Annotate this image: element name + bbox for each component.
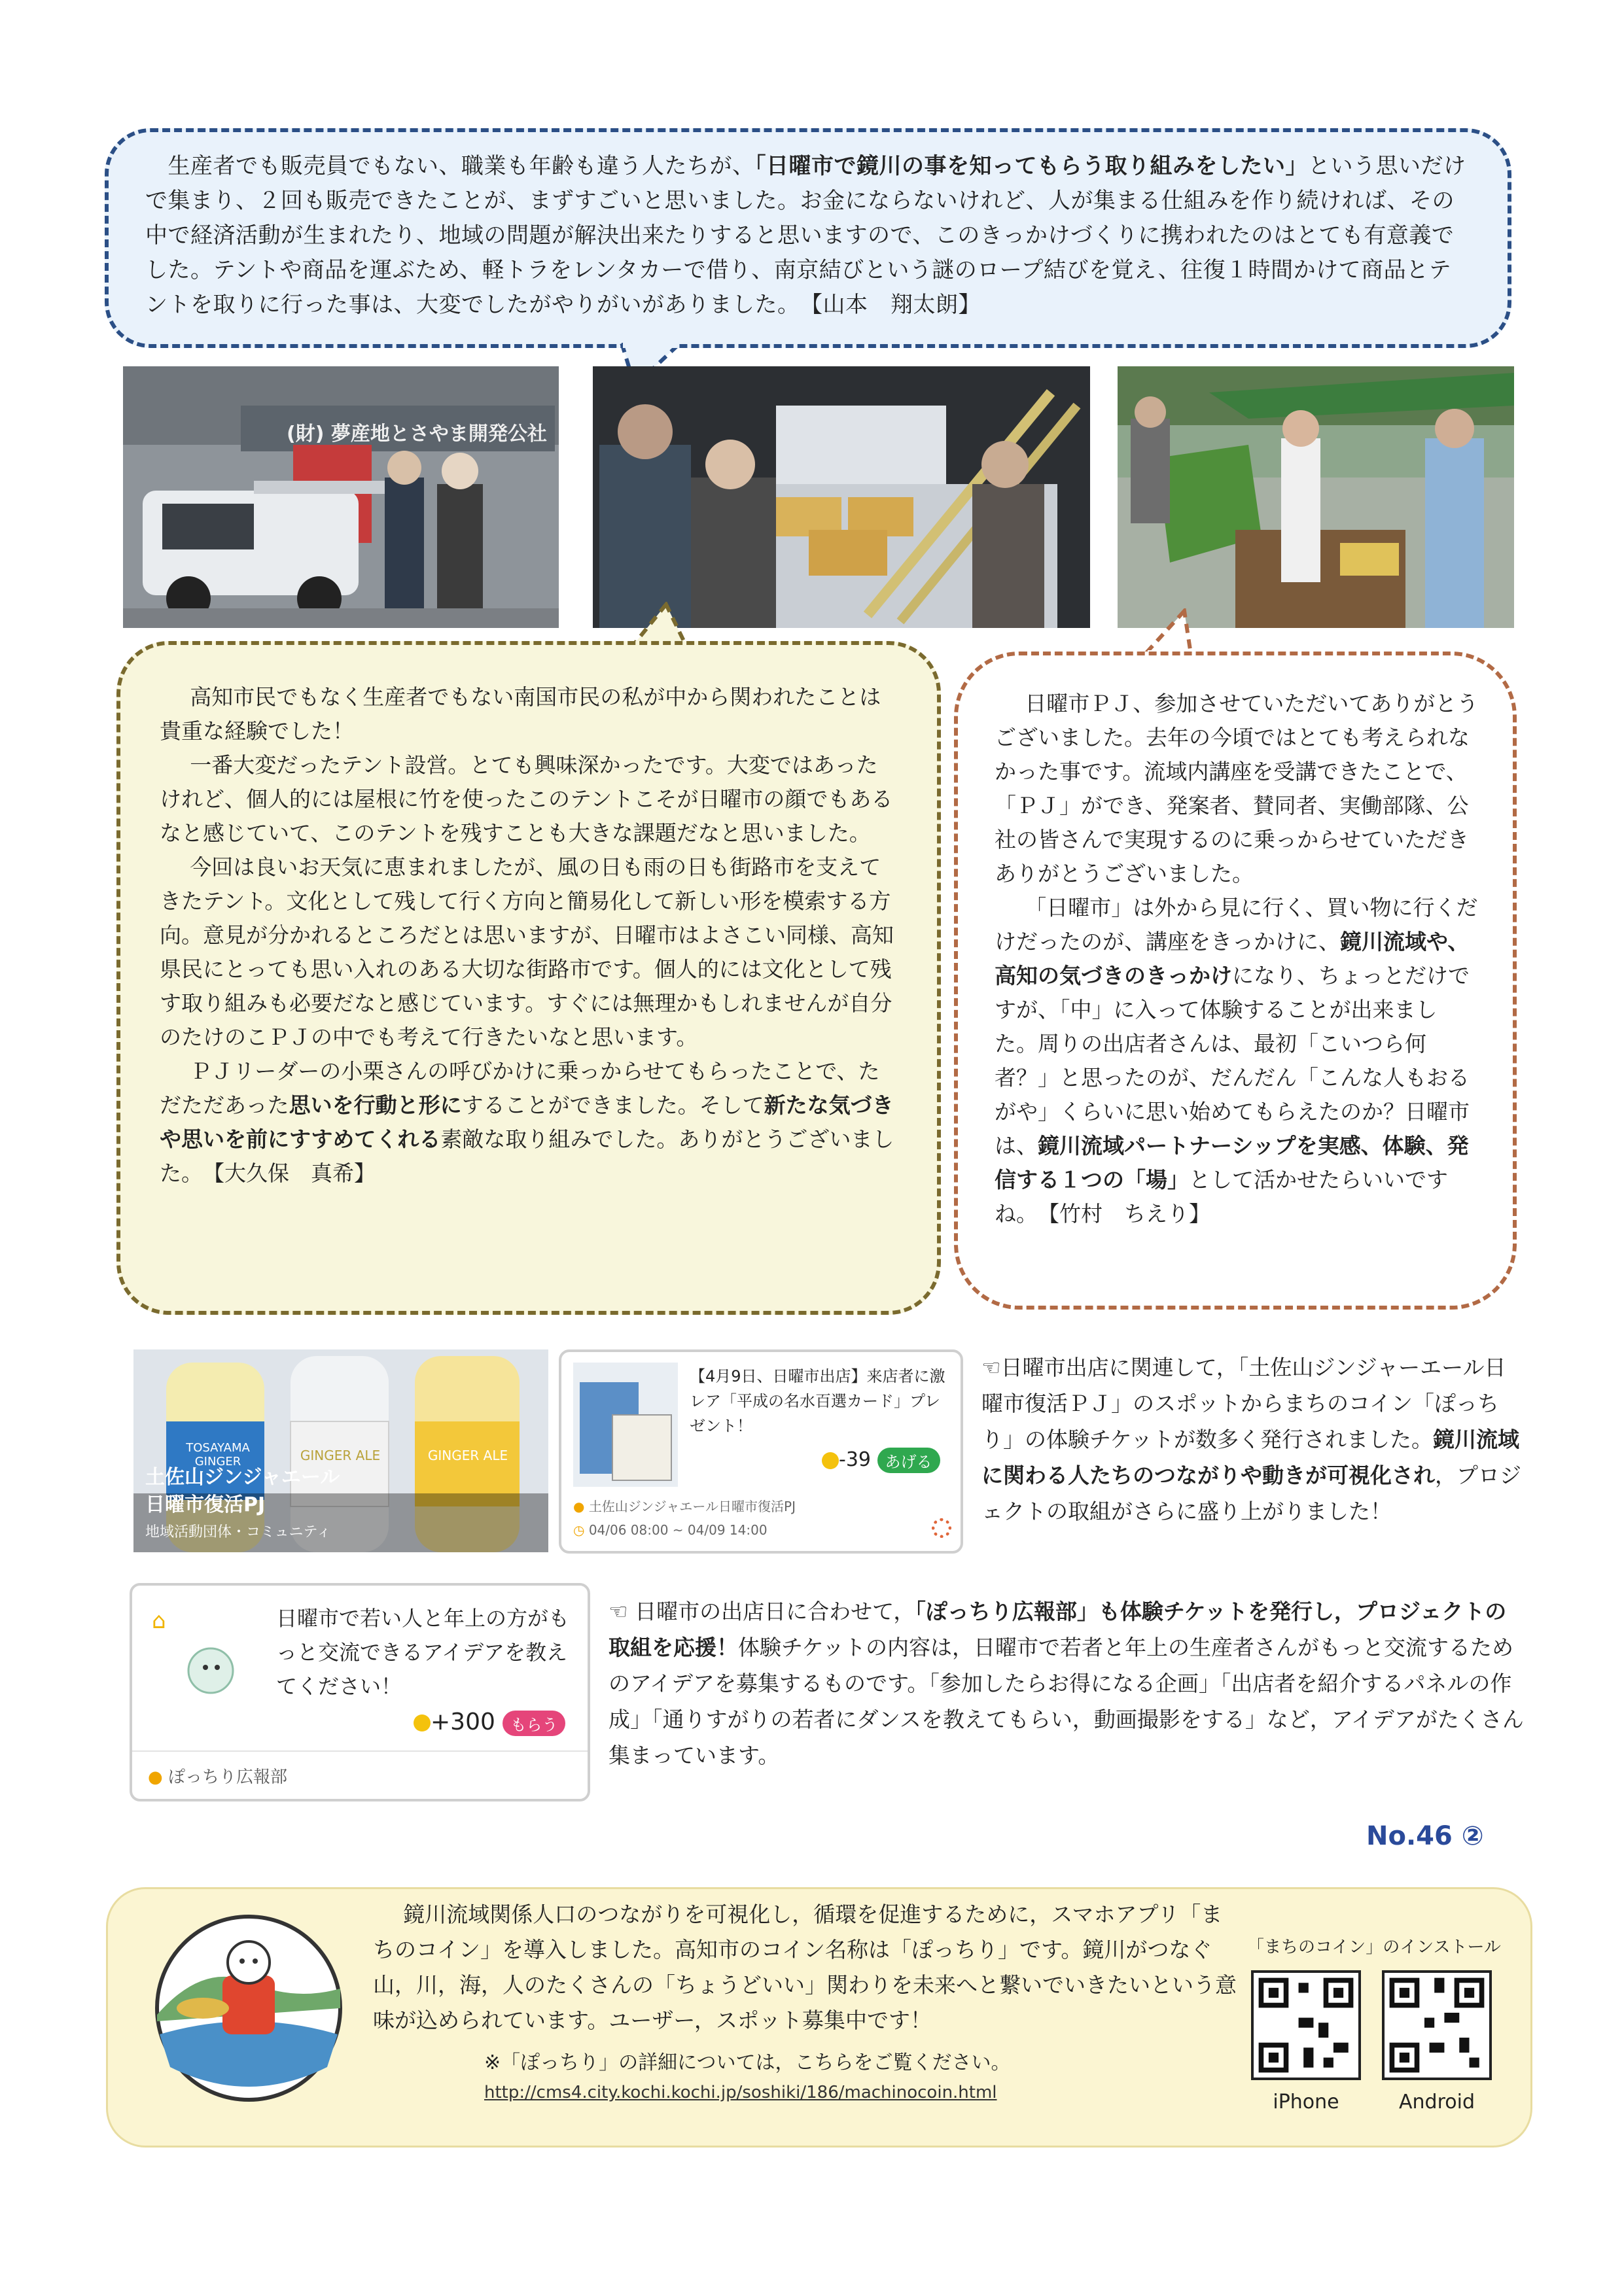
ticket-1-coin-row [822,1448,940,1473]
left-bubble-signature: 【大久保 真希】 [213,1160,376,1186]
machi-no-coin-link[interactable]: http://cms4.city.kochi.kochi.jp/soshiki/186/machinocoin.html [484,2083,997,2102]
info-box-text: 鏡川流域関係人口のつながりを可視化し，循環を促進するために，スマホアプリ「まちのコイン」を導入しました。高知市のコイン名称は「ぽっちり」です。鏡川がつなぐ山，川，海，人のたくさんの「ちょうどいい」関わりを未来へと繋いでいきたいという意味が込められています。ユーザー，スポット募集中です！ [373,1902,1237,2033]
android-label: Android [1399,2091,1475,2113]
left-bubble-paragraph-3: 今回は良いお天気に恵まれましたが、風の日も雨の日も街路市を支えてきたテント。文化として残して行く方向と簡易化して新しい形を模索する方向。意見が分かれるところだとは思いますが、日曜市はよさこい同様、高知県民にとっても思い入れのある大切な街路市です。個人的には文化として残す取り組みも必要だなと感じています。すぐには無理かもしれませんが自分のたけのこＰＪの中でも考えて行きたいなと思います。 [160,854,894,1050]
right-bubble-signature: 【竹村 ちえり】 [1048,1201,1210,1226]
experience-ticket-idea[interactable] [130,1583,590,1801]
left-bubble-paragraph-4: ＰＪリーダーの小栗さんの呼びかけに乗っからせてもらったことで、ただただあった思いを行動と形にすることができました。そして新たな気づきや思いを前にすすめてくれる素敵な取り組みでした。ありがとうございました。 【大久保 真希】 [160,1058,894,1186]
ginger-spot-title-2: 日曜市復活PJ [145,1493,266,1516]
ticket-1-period: ◷ 04/06 08:00 ~ 04/09 14:00 [573,1522,768,1538]
ticket-1-coin-amount: -39 [839,1448,871,1471]
info-box-note: ※「ぽっちり」の詳細については，こちらをご覧ください。 [484,2051,1011,2074]
location-pin-icon: ● [148,1767,163,1787]
experience-ticket-giveaway[interactable] [559,1349,963,1554]
clock-icon: ◷ [573,1522,585,1538]
top-bubble-emphasis: 「日曜市で鏡川の事を知ってもらう取り組みをしたい」 [754,153,1308,179]
home-icon: ⌂ [152,1608,166,1634]
left-bubble-paragraph-1: 高知市民でもなく生産者でもない南国市民の私が中から関われたことは貴重な経験でした！ [160,684,881,744]
ticket-2-text: 日曜市で若い人と年上の方がもっと交流できるアイデアを教えてください！ [276,1606,570,1699]
qr-code-iphone[interactable] [1251,1970,1361,2080]
ticket-thumbnail [573,1363,678,1487]
right-bubble-paragraph-1: 日曜市ＰＪ、参加させていただいてありがとうございました。去年の今頃ではとても考えられなかった事です。流域内講座を受講できたことで、「ＰＪ」ができ、発案者、賛同者、実働部隊、公社の皆さんで実現するのに乗っからせていただきありがとうございました。 [995,691,1479,886]
ginger-ale-spot-card[interactable] [133,1349,548,1552]
iphone-label: iPhone [1273,2091,1339,2113]
photo-kei-truck-office [123,366,559,628]
right-bubble-tail [1125,608,1197,658]
note-ginger-spot: ☜日曜市出店に関連して，「土佐山ジンジャーエール日曜市復活ＰＪ」のスポットからまちのコイン「ぽっちり」の体験チケットが数多く発行されました。鏡川流域に関わる人たちのつながりや動きが可視化され，プロジェクトの取組がさらに盛り上がりました！ [981,1355,1521,1524]
bottle-3-label: GINGER ALE [427,1448,508,1463]
ginger-spot-category: 地域活動団体・コミュニティ [145,1524,331,1540]
note-pocchiri-pr: ☜ 日曜市の出店日に合わせて，「ぽっちり広報部」も体験チケットを発行し，プロジェクトの取組を応援！体験チケットの内容は，日曜市で若者と年上の生産者さんがもっと交流するためのアイデアを募集するものです。「参加したらお得になる企画」「出店者を紹介するパネルの作成」「通りすがりの若者にダンスを教えてもらい，動画撮影をする」など，アイデアがたくさん集まっています。 [609,1599,1524,1768]
photo-market-stall [1118,366,1514,628]
bottle-1-label: TOSAYAMA GINGER [186,1441,250,1469]
right-speech-bubble [954,652,1517,1310]
ginger-spot-title-1: 土佐山ジンジャエール [145,1466,340,1489]
right-bubble-paragraph-2: 「日曜市」は外から見に行く、買い物に行くだけだったのが、講座をきっかけに、鏡川流域や、高知の気づきのきっかけになり、ちょっとだけですが、「中」に入って体験することが出来ました。周りの出店者さんは、最初「こいつら何者？」と思ったのが、だんだん「こんな人もおるがや」くらいに思い始めてもらえたのか？日曜市は、鏡川流域パートナーシップを実感、体験、発信する１つの「場」として活かせたらいいですね。 【竹村 ちえり】 [995,895,1478,1226]
top-bubble-text-1: 生産者でも販売員でもない、職業も年齢も違う人たちが、 [145,153,755,179]
page-number: No.46 ② [1366,1821,1484,1851]
photo-sign-text: (財) 夢産地とさやま開発公社 [287,423,547,445]
bottle-2-label: GINGER ALE [300,1448,381,1463]
photo-loading-truck [593,366,1090,628]
top-bubble-text-2: という思いだけで集まり、２回も販売できたことが、まずすごいと思いました。お金にならないけれど、人が集まる仕組みを作り続ければ、その中で経済活動が生まれたり、地域の問題が解決出来たりすると思いますので、このきっかけづくりに携われたのはとても有意義でした。テントや商品を運ぶため、軽トラをレンタカーで借り、南京結びという謎のロープ結びを覚え、往復１時間かけて商品とテントを取りに行った事は、大変でしたがやりがいがありました。 [145,153,1466,318]
coin-icon [822,1452,839,1469]
pocchiri-mascot-logo [150,1910,347,2106]
install-label: 「まちのコイン」のインストール [1247,1938,1501,1957]
top-bubble-signature: 【山本 翔太朗】 [811,292,981,318]
ticket-1-text: 【4月9日、日曜市出店】来店者に激レア「平成の名水百選カード」プレゼント！ [690,1367,945,1435]
left-speech-bubble [116,641,941,1315]
location-pin-icon: ● [573,1499,585,1514]
ticket-2-spot: ● ぽっちり広報部 [148,1767,287,1787]
ticket-2-badge[interactable]: もらう [503,1711,565,1736]
ticket-2-divider [132,1750,588,1752]
ticket-2-coin-row [414,1709,565,1736]
left-bubble-paragraph-2: 一番大変だったテント設営。とても興味深かったです。大変ではあったけれど、個人的には屋根に竹を使ったこのテントこそが日曜市の顔でもあるなと感じていて、このテントを残すことも大きな課題だなと思いました。 [160,752,893,846]
mascot-icon [171,1631,250,1703]
ticket-1-spot: ● 土佐山ジンジャエール日曜市復活PJ [573,1499,796,1514]
top-speech-bubble [105,128,1511,348]
loading-ring-icon [932,1518,951,1538]
qr-code-android[interactable] [1382,1970,1492,2080]
coin-icon [414,1714,431,1731]
ticket-2-coin-amount: +300 [431,1709,495,1735]
ticket-1-badge[interactable]: あげる [877,1448,940,1473]
